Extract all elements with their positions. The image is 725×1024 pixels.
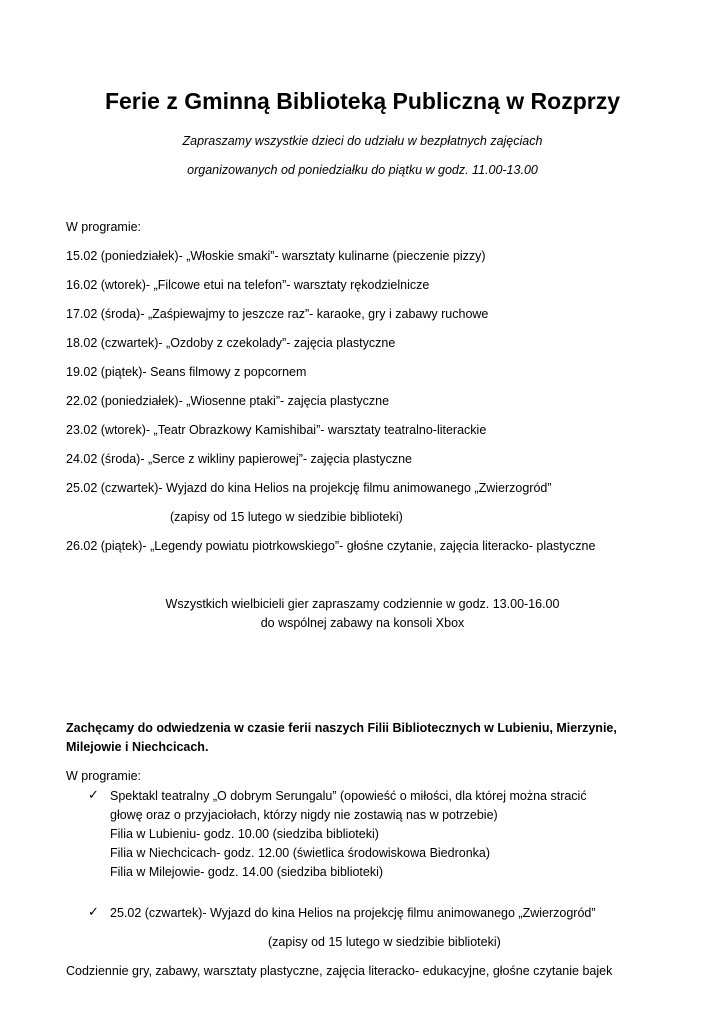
branches-heading-1: Zachęcamy do odwiedzenia w czasie ferii naszych Filii Bibliotecznych w Lubieniu, Mierzynie, [66, 721, 617, 735]
intro-line-1: Zapraszamy wszystkie dzieci do udziału w bezpłatnych zajęciach [182, 134, 543, 148]
program-item: 18.02 (czwartek)- „Ozdoby z czekolady”- zajęcia plastyczne [66, 336, 396, 350]
branch-item-line: Filia w Milejowie- godz. 14.00 (siedziba biblioteki) [110, 865, 384, 879]
branch-item-line: Spektakl teatralny „O dobrym Serungalu” (opowieść o miłości, dla której można stracić [110, 789, 587, 803]
intro-line-2: organizowanych od poniedziałku do piątku w godz. 11.00-13.00 [187, 163, 538, 177]
gamers-line-2: do wspólnej zabawy na konsoli Xbox [260, 616, 465, 630]
program-item: 17.02 (środa)- „Zaśpiewajmy to jeszcze raz”- karaoke, gry i zabawy ruchowe [66, 307, 489, 321]
branch-item-2: 25.02 (czwartek)- Wyjazd do kina Helios na projekcję filmu animowanego „Zwierzogród” [110, 906, 596, 920]
branch-item-2-note: (zapisy od 15 lutego w siedzibie biblioteki) [268, 935, 501, 949]
program-note: (zapisy od 15 lutego w siedzibie biblioteki) [170, 510, 403, 524]
branch-item-line: Filia w Niechcicach- godz. 12.00 (świetlica środowiskowa Biedronka) [110, 846, 491, 860]
branches-heading-2: Milejowie i Niechcicach. [66, 740, 209, 754]
program-item-last: 26.02 (piątek)- „Legendy powiatu piotrkowskiego”- głośne czytanie, zajęcia literacko- plastyczne [66, 539, 596, 553]
page-title: Ferie z Gminną Biblioteką Publiczną w Rozprzy [104, 88, 621, 114]
program-item: 23.02 (wtorek)- „Teatr Obrazkowy Kamishibai”- warsztaty teatralno-literackie [66, 423, 487, 437]
branch-item-line: głowę oraz o przyjaciołach, którzy nigdy nie zostawią nas w potrzebie) [110, 808, 498, 822]
checkmark-icon: ✓ [88, 787, 99, 802]
program-item: 25.02 (czwartek)- Wyjazd do kina Helios na projekcję filmu animowanego „Zwierzogród” [66, 481, 552, 495]
checkmark-icon: ✓ [88, 904, 99, 919]
program-label: W programie: [66, 220, 142, 234]
branches-program-label: W programie: [66, 769, 142, 783]
branches-footer: Codziennie gry, zabawy, warsztaty plastyczne, zajęcia literacko- edukacyjne, głośne czytanie bajek [66, 964, 613, 978]
program-item: 19.02 (piątek)- Seans filmowy z popcornem [66, 365, 307, 379]
branch-item-line: Filia w Lubieniu- godz. 10.00 (siedziba biblioteki) [110, 827, 379, 841]
gamers-line-1: Wszystkich wielbicieli gier zapraszamy codziennie w godz. 13.00-16.00 [165, 597, 560, 611]
program-item: 22.02 (poniedziałek)- „Wiosenne ptaki”- zajęcia plastyczne [66, 394, 390, 408]
program-item: 15.02 (poniedziałek)- „Włoskie smaki”- warsztaty kulinarne (pieczenie pizzy) [66, 249, 486, 263]
program-item: 16.02 (wtorek)- „Filcowe etui na telefon”- warsztaty rękodzielnicze [66, 278, 430, 292]
program-item: 24.02 (środa)- „Serce z wikliny papierowej”- zajęcia plastyczne [66, 452, 412, 466]
